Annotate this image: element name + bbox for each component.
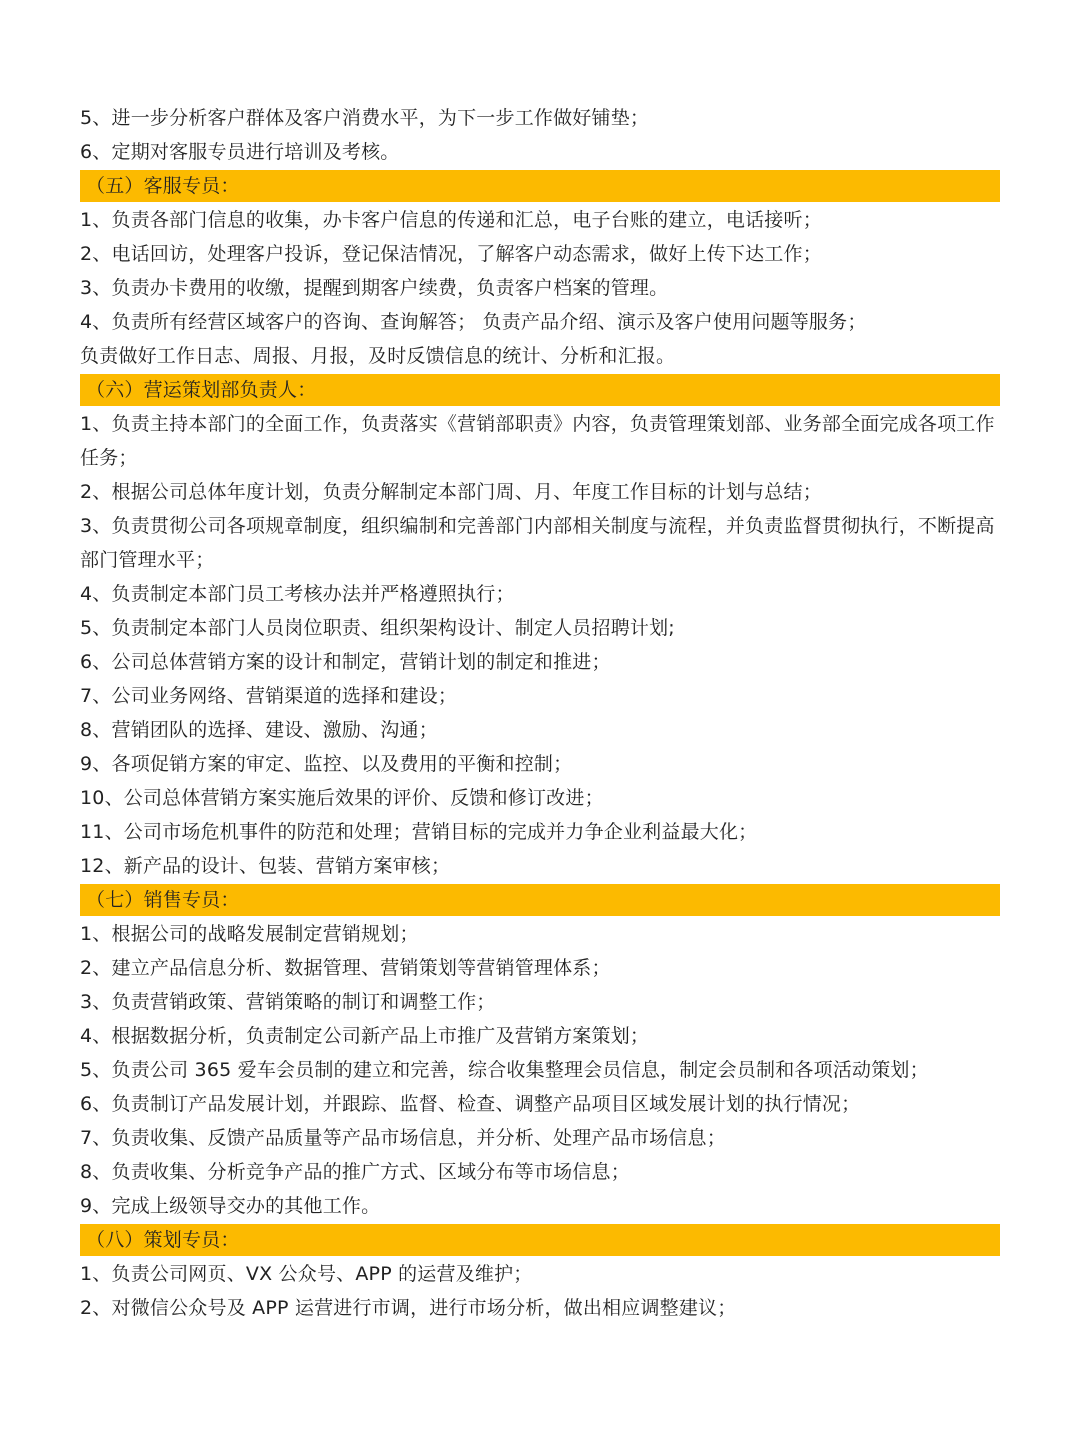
section-heading-operations-planning-head: （六）营运策划部负责人：	[80, 374, 1000, 406]
list-item: 5、负责制定本部门人员岗位职责、组织架构设计、制定人员招聘计划;	[80, 617, 675, 639]
list-item: 1、负责公司网页、VX 公众号、APP 的运营及维护；	[80, 1263, 533, 1285]
list-item: 2、对微信公众号及 APP 运营进行市调，进行市场分析，做出相应调整建议；	[80, 1297, 737, 1319]
list-item: 9、完成上级领导交办的其他工作。	[80, 1195, 381, 1217]
list-item: 6、负责制订产品发展计划，并跟踪、监督、检查、调整产品项目区域发展计划的执行情况；	[80, 1093, 861, 1115]
list-item: 3、负责贯彻公司各项规章制度，组织编制和完善部门内部相关制度与流程，并负责监督贯彻执行，不断提高部门管理水平；	[80, 515, 995, 571]
list-item: 8、负责收集、分析竞争产品的推广方式、区域分布等市场信息；	[80, 1161, 630, 1183]
list-item: 1、根据公司的战略发展制定营销规划；	[80, 923, 419, 945]
list-item: 10、公司总体营销方案实施后效果的评价、反馈和修订改进；	[80, 787, 604, 809]
list-item: 4、负责制定本部门员工考核办法并严格遵照执行；	[80, 583, 515, 605]
list-item: 4、负责所有经营区域客户的咨询、查询解答； 负责产品介绍、演示及客户使用问题等服务；	[80, 311, 867, 333]
list-item: 6、公司总体营销方案的设计和制定，营销计划的制定和推进；	[80, 651, 611, 673]
list-item: 9、各项促销方案的审定、监控、以及费用的平衡和控制；	[80, 753, 573, 775]
list-item: 1、负责各部门信息的收集，办卡客户信息的传递和汇总，电子台账的建立，电话接听；	[80, 209, 822, 231]
list-item: 7、负责收集、反馈产品质量等产品市场信息，并分析、处理产品市场信息；	[80, 1127, 726, 1149]
list-item: 3、负责营销政策、营销策略的制订和调整工作；	[80, 991, 496, 1013]
document-page	[80, 101, 1000, 1325]
list-item: 5、进一步分析客户群体及客户消费水平，为下一步工作做好铺垫；	[80, 107, 650, 129]
section-heading-customer-service: （五）客服专员：	[80, 170, 1000, 202]
list-item: 2、电话回访，处理客户投诉，登记保洁情况，了解客户动态需求，做好上传下达工作；	[80, 243, 822, 265]
list-item: 8、营销团队的选择、建设、激励、沟通；	[80, 719, 438, 741]
section-heading-sales-specialist: （七）销售专员：	[80, 884, 1000, 916]
list-item: 4、根据数据分析，负责制定公司新产品上市推广及营销方案策划；	[80, 1025, 650, 1047]
list-item: 负责做好工作日志、周报、月报，及时反馈信息的统计、分析和汇报。	[80, 345, 676, 367]
list-item: 7、公司业务网络、营销渠道的选择和建设；	[80, 685, 458, 707]
list-item: 12、新产品的设计、包装、营销方案审核；	[80, 855, 451, 877]
list-item: 6、定期对客服专员进行培训及考核。	[80, 141, 400, 163]
section-heading-planning-specialist: （八）策划专员：	[80, 1224, 1000, 1256]
list-item: 5、负责公司 365 爱车会员制的建立和完善，综合收集整理会员信息，制定会员制和各项活动策划；	[80, 1059, 929, 1081]
list-item: 2、根据公司总体年度计划，负责分解制定本部门周、月、年度工作目标的计划与总结；	[80, 481, 822, 503]
list-item: 2、建立产品信息分析、数据管理、营销策划等营销管理体系；	[80, 957, 611, 979]
list-item: 3、负责办卡费用的收缴，提醒到期客户续费，负责客户档案的管理。	[80, 277, 669, 299]
list-item: 1、负责主持本部门的全面工作，负责落实《营销部职责》内容，负责管理策划部、业务部全面完成各项工作任务；	[80, 413, 995, 469]
list-item: 11、公司市场危机事件的防范和处理；营销目标的完成并力争企业利益最大化；	[80, 821, 758, 843]
